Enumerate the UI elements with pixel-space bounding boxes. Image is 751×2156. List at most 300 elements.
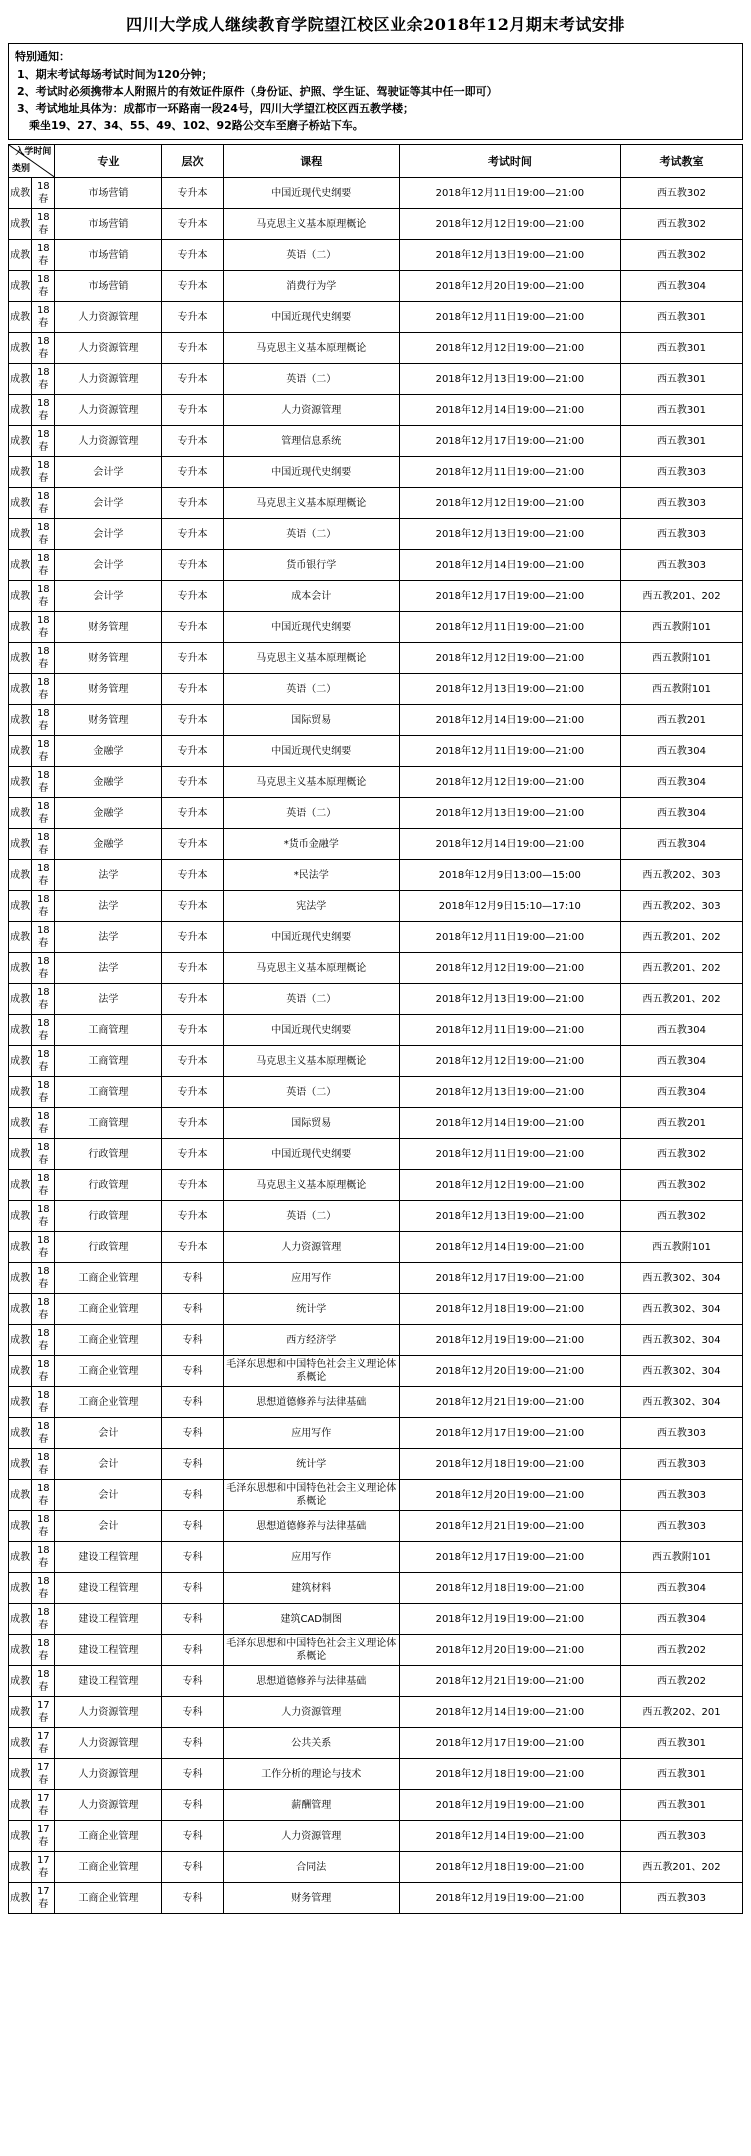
cell-level: 专科	[162, 1573, 224, 1604]
cell-exam-time: 2018年12月19日19:00—21:00	[399, 1883, 620, 1914]
cell-category: 成教	[9, 1604, 32, 1635]
cell-enroll-time: 18春	[32, 178, 55, 209]
cell-category: 成教	[9, 1697, 32, 1728]
cell-course: 思想道德修养与法律基础	[223, 1511, 399, 1542]
cell-major: 法学	[55, 922, 162, 953]
cell-enroll-time: 18春	[32, 1511, 55, 1542]
table-row	[9, 674, 743, 705]
table-row	[9, 1046, 743, 1077]
cell-category: 成教	[9, 1821, 32, 1852]
cell-exam-time: 2018年12月17日19:00—21:00	[399, 1542, 620, 1573]
cell-classroom: 西五教304	[620, 736, 742, 767]
cell-level: 专升本	[162, 240, 224, 271]
cell-exam-time: 2018年12月19日19:00—21:00	[399, 1604, 620, 1635]
cell-enroll-time: 17春	[32, 1697, 55, 1728]
cell-exam-time: 2018年12月11日19:00—21:00	[399, 612, 620, 643]
cell-exam-time: 2018年12月14日19:00—21:00	[399, 550, 620, 581]
cell-exam-time: 2018年12月21日19:00—21:00	[399, 1387, 620, 1418]
cell-major: 工商管理	[55, 1046, 162, 1077]
cell-classroom: 西五教301	[620, 1759, 742, 1790]
table-row	[9, 209, 743, 240]
cell-exam-time: 2018年12月14日19:00—21:00	[399, 1108, 620, 1139]
cell-major: 人力资源管理	[55, 302, 162, 333]
table-row	[9, 1697, 743, 1728]
cell-classroom: 西五教301	[620, 395, 742, 426]
cell-major: 市场营销	[55, 209, 162, 240]
cell-exam-time: 2018年12月11日19:00—21:00	[399, 302, 620, 333]
cell-exam-time: 2018年12月20日19:00—21:00	[399, 271, 620, 302]
cell-classroom: 西五教301	[620, 1790, 742, 1821]
table-row	[9, 767, 743, 798]
table-row	[9, 1139, 743, 1170]
cell-enroll-time: 18春	[32, 674, 55, 705]
cell-major: 建设工程管理	[55, 1635, 162, 1666]
table-row	[9, 798, 743, 829]
table-row	[9, 333, 743, 364]
cell-major: 会计学	[55, 519, 162, 550]
cell-course: 统计学	[223, 1449, 399, 1480]
cell-category: 成教	[9, 891, 32, 922]
cell-exam-time: 2018年12月18日19:00—21:00	[399, 1852, 620, 1883]
cell-course: 英语（二）	[223, 674, 399, 705]
cell-course: 中国近现代史纲要	[223, 178, 399, 209]
table-row	[9, 922, 743, 953]
cell-classroom: 西五教303	[620, 1449, 742, 1480]
cell-level: 专科	[162, 1635, 224, 1666]
table-row	[9, 1480, 743, 1511]
cell-classroom: 西五教202	[620, 1666, 742, 1697]
table-row	[9, 860, 743, 891]
cell-enroll-time: 17春	[32, 1821, 55, 1852]
cell-level: 专升本	[162, 1015, 224, 1046]
cell-exam-time: 2018年12月18日19:00—21:00	[399, 1449, 620, 1480]
cell-category: 成教	[9, 1542, 32, 1573]
cell-course: *货币金融学	[223, 829, 399, 860]
cell-category: 成教	[9, 271, 32, 302]
cell-level: 专升本	[162, 178, 224, 209]
table-row	[9, 1263, 743, 1294]
table-row	[9, 240, 743, 271]
cell-course: 管理信息系统	[223, 426, 399, 457]
cell-level: 专升本	[162, 1170, 224, 1201]
table-row	[9, 1356, 743, 1387]
notice-line-3: 3、考试地址具体为：成都市一环路南一段24号，四川大学望江校区西五教学楼；	[17, 102, 414, 115]
cell-category: 成教	[9, 1635, 32, 1666]
table-row	[9, 271, 743, 302]
cell-classroom: 西五教201	[620, 1108, 742, 1139]
table-row	[9, 1325, 743, 1356]
cell-level: 专升本	[162, 550, 224, 581]
cell-classroom: 西五教202	[620, 1635, 742, 1666]
cell-exam-time: 2018年12月13日19:00—21:00	[399, 519, 620, 550]
cell-classroom: 西五教304	[620, 829, 742, 860]
cell-major: 金融学	[55, 767, 162, 798]
cell-category: 成教	[9, 1573, 32, 1604]
cell-exam-time: 2018年12月13日19:00—21:00	[399, 798, 620, 829]
cell-level: 专升本	[162, 1139, 224, 1170]
exam-schedule-table	[8, 144, 743, 1914]
cell-major: 工商管理	[55, 1015, 162, 1046]
cell-enroll-time: 18春	[32, 953, 55, 984]
cell-category: 成教	[9, 1170, 32, 1201]
cell-level: 专升本	[162, 488, 224, 519]
cell-category: 成教	[9, 612, 32, 643]
cell-enroll-time: 18春	[32, 767, 55, 798]
cell-classroom: 西五教201、202	[620, 984, 742, 1015]
cell-exam-time: 2018年12月13日19:00—21:00	[399, 240, 620, 271]
cell-course: 英语（二）	[223, 798, 399, 829]
table-row	[9, 581, 743, 612]
cell-exam-time: 2018年12月19日19:00—21:00	[399, 1325, 620, 1356]
cell-course: 成本会计	[223, 581, 399, 612]
cell-category: 成教	[9, 302, 32, 333]
cell-course: 西方经济学	[223, 1325, 399, 1356]
cell-classroom: 西五教302	[620, 1170, 742, 1201]
cell-category: 成教	[9, 705, 32, 736]
table-row	[9, 395, 743, 426]
cell-classroom: 西五教303	[620, 1883, 742, 1914]
cell-category: 成教	[9, 953, 32, 984]
cell-level: 专科	[162, 1294, 224, 1325]
cell-enroll-time: 18春	[32, 1015, 55, 1046]
cell-major: 工商企业管理	[55, 1821, 162, 1852]
cell-classroom: 西五教304	[620, 767, 742, 798]
cell-major: 财务管理	[55, 643, 162, 674]
cell-level: 专升本	[162, 426, 224, 457]
cell-major: 财务管理	[55, 612, 162, 643]
table-row	[9, 550, 743, 581]
cell-enroll-time: 18春	[32, 1263, 55, 1294]
cell-enroll-time: 18春	[32, 922, 55, 953]
cell-exam-time: 2018年12月17日19:00—21:00	[399, 1418, 620, 1449]
cell-enroll-time: 18春	[32, 1232, 55, 1263]
cell-enroll-time: 18春	[32, 240, 55, 271]
cell-course: 英语（二）	[223, 364, 399, 395]
cell-exam-time: 2018年12月11日19:00—21:00	[399, 457, 620, 488]
cell-enroll-time: 18春	[32, 1201, 55, 1232]
cell-level: 专科	[162, 1852, 224, 1883]
cell-classroom: 西五教303	[620, 1511, 742, 1542]
cell-course: 货币银行学	[223, 550, 399, 581]
page-title: 四川大学成人继续教育学院望江校区业余2018年12月期末考试安排	[126, 15, 625, 34]
cell-exam-time: 2018年12月13日19:00—21:00	[399, 1201, 620, 1232]
cell-major: 会计学	[55, 581, 162, 612]
cell-course: 马克思主义基本原理概论	[223, 1170, 399, 1201]
cell-level: 专升本	[162, 1201, 224, 1232]
cell-exam-time: 2018年12月14日19:00—21:00	[399, 1697, 620, 1728]
cell-level: 专升本	[162, 271, 224, 302]
cell-level: 专升本	[162, 798, 224, 829]
cell-category: 成教	[9, 519, 32, 550]
table-row	[9, 1883, 743, 1914]
cell-level: 专升本	[162, 1046, 224, 1077]
cell-level: 专升本	[162, 674, 224, 705]
cell-major: 法学	[55, 984, 162, 1015]
cell-major: 行政管理	[55, 1201, 162, 1232]
cell-major: 财务管理	[55, 674, 162, 705]
cell-classroom: 西五教附101	[620, 1232, 742, 1263]
cell-category: 成教	[9, 829, 32, 860]
cell-exam-time: 2018年12月12日19:00—21:00	[399, 643, 620, 674]
header-category-time	[9, 145, 55, 178]
cell-level: 专升本	[162, 519, 224, 550]
cell-major: 市场营销	[55, 271, 162, 302]
cell-level: 专升本	[162, 984, 224, 1015]
table-row	[9, 612, 743, 643]
cell-major: 法学	[55, 891, 162, 922]
cell-level: 专科	[162, 1821, 224, 1852]
cell-enroll-time: 18春	[32, 1604, 55, 1635]
cell-course: 公共关系	[223, 1728, 399, 1759]
cell-category: 成教	[9, 550, 32, 581]
cell-enroll-time: 18春	[32, 1139, 55, 1170]
cell-enroll-time: 18春	[32, 550, 55, 581]
cell-major: 建设工程管理	[55, 1604, 162, 1635]
cell-classroom: 西五教301	[620, 1728, 742, 1759]
cell-classroom: 西五教303	[620, 488, 742, 519]
cell-classroom: 西五教302、304	[620, 1263, 742, 1294]
cell-course: 人力资源管理	[223, 395, 399, 426]
cell-level: 专升本	[162, 302, 224, 333]
cell-exam-time: 2018年12月14日19:00—21:00	[399, 395, 620, 426]
cell-course: 应用写作	[223, 1542, 399, 1573]
cell-classroom: 西五教302	[620, 240, 742, 271]
cell-enroll-time: 18春	[32, 736, 55, 767]
cell-category: 成教	[9, 1325, 32, 1356]
table-row	[9, 1418, 743, 1449]
cell-category: 成教	[9, 1511, 32, 1542]
cell-course: 消费行为学	[223, 271, 399, 302]
cell-major: 人力资源管理	[55, 1790, 162, 1821]
cell-exam-time: 2018年12月17日19:00—21:00	[399, 1263, 620, 1294]
cell-classroom: 西五教302、304	[620, 1294, 742, 1325]
cell-enroll-time: 18春	[32, 1387, 55, 1418]
cell-classroom: 西五教301	[620, 333, 742, 364]
cell-major: 市场营销	[55, 240, 162, 271]
cell-enroll-time: 18春	[32, 333, 55, 364]
cell-category: 成教	[9, 457, 32, 488]
cell-classroom: 西五教303	[620, 457, 742, 488]
cell-major: 人力资源管理	[55, 364, 162, 395]
cell-course: 应用写作	[223, 1263, 399, 1294]
cell-category: 成教	[9, 1449, 32, 1480]
cell-category: 成教	[9, 736, 32, 767]
notice-line-4: 乘坐19、27、34、55、49、102、92路公交车至磨子桥站下车。	[29, 119, 364, 132]
table-row	[9, 1728, 743, 1759]
cell-classroom: 西五教304	[620, 1046, 742, 1077]
cell-enroll-time: 18春	[32, 1170, 55, 1201]
cell-exam-time: 2018年12月17日19:00—21:00	[399, 581, 620, 612]
cell-enroll-time: 18春	[32, 798, 55, 829]
cell-major: 工商企业管理	[55, 1356, 162, 1387]
cell-category: 成教	[9, 1077, 32, 1108]
cell-enroll-time: 18春	[32, 1294, 55, 1325]
cell-enroll-time: 18春	[32, 1077, 55, 1108]
cell-level: 专科	[162, 1325, 224, 1356]
cell-course: 毛泽东思想和中国特色社会主义理论体系概论	[223, 1480, 399, 1511]
cell-course: *民法学	[223, 860, 399, 891]
cell-course: 马克思主义基本原理概论	[223, 953, 399, 984]
cell-classroom: 西五教202、303	[620, 860, 742, 891]
cell-level: 专升本	[162, 891, 224, 922]
table-row	[9, 1108, 743, 1139]
cell-level: 专科	[162, 1697, 224, 1728]
cell-classroom: 西五教202、201	[620, 1697, 742, 1728]
cell-course: 中国近现代史纲要	[223, 302, 399, 333]
cell-enroll-time: 17春	[32, 1883, 55, 1914]
cell-classroom: 西五教304	[620, 1077, 742, 1108]
cell-course: 毛泽东思想和中国特色社会主义理论体系概论	[223, 1356, 399, 1387]
cell-enroll-time: 18春	[32, 705, 55, 736]
cell-exam-time: 2018年12月14日19:00—21:00	[399, 1821, 620, 1852]
cell-enroll-time: 18春	[32, 1418, 55, 1449]
cell-level: 专升本	[162, 922, 224, 953]
cell-classroom: 西五教301	[620, 302, 742, 333]
cell-category: 成教	[9, 1666, 32, 1697]
table-body	[9, 178, 743, 1914]
cell-exam-time: 2018年12月21日19:00—21:00	[399, 1666, 620, 1697]
table-row	[9, 519, 743, 550]
table-row	[9, 1232, 743, 1263]
cell-major: 会计学	[55, 488, 162, 519]
cell-category: 成教	[9, 1139, 32, 1170]
cell-category: 成教	[9, 1418, 32, 1449]
cell-category: 成教	[9, 674, 32, 705]
cell-exam-time: 2018年12月11日19:00—21:00	[399, 1139, 620, 1170]
table-row	[9, 1077, 743, 1108]
cell-category: 成教	[9, 1790, 32, 1821]
cell-exam-time: 2018年12月14日19:00—21:00	[399, 829, 620, 860]
cell-course: 毛泽东思想和中国特色社会主义理论体系概论	[223, 1635, 399, 1666]
cell-classroom: 西五教304	[620, 1015, 742, 1046]
table-row	[9, 1759, 743, 1790]
notice-box	[8, 43, 743, 140]
cell-category: 成教	[9, 1046, 32, 1077]
notice-title: 特别通知：	[15, 50, 70, 63]
cell-major: 人力资源管理	[55, 1728, 162, 1759]
table-row	[9, 1449, 743, 1480]
cell-exam-time: 2018年12月21日19:00—21:00	[399, 1511, 620, 1542]
cell-enroll-time: 18春	[32, 426, 55, 457]
cell-course: 马克思主义基本原理概论	[223, 209, 399, 240]
cell-category: 成教	[9, 364, 32, 395]
cell-major: 建设工程管理	[55, 1573, 162, 1604]
cell-classroom: 西五教304	[620, 1573, 742, 1604]
cell-major: 人力资源管理	[55, 1697, 162, 1728]
table-row	[9, 364, 743, 395]
table-row	[9, 1604, 743, 1635]
cell-enroll-time: 18春	[32, 1325, 55, 1356]
cell-level: 专升本	[162, 1077, 224, 1108]
cell-level: 专升本	[162, 333, 224, 364]
cell-classroom: 西五教201、202	[620, 922, 742, 953]
cell-exam-time: 2018年12月12日19:00—21:00	[399, 209, 620, 240]
cell-major: 金融学	[55, 829, 162, 860]
cell-course: 思想道德修养与法律基础	[223, 1387, 399, 1418]
cell-exam-time: 2018年12月13日19:00—21:00	[399, 674, 620, 705]
cell-course: 建筑CAD制图	[223, 1604, 399, 1635]
table-row	[9, 1635, 743, 1666]
cell-exam-time: 2018年12月12日19:00—21:00	[399, 1170, 620, 1201]
cell-classroom: 西五教301	[620, 364, 742, 395]
cell-major: 市场营销	[55, 178, 162, 209]
table-row	[9, 1294, 743, 1325]
cell-level: 专升本	[162, 457, 224, 488]
header-classroom: 考试教室	[620, 145, 742, 178]
cell-course: 工作分析的理论与技术	[223, 1759, 399, 1790]
table-row	[9, 984, 743, 1015]
cell-course: 马克思主义基本原理概论	[223, 643, 399, 674]
cell-enroll-time: 18春	[32, 1356, 55, 1387]
cell-enroll-time: 18春	[32, 891, 55, 922]
table-row	[9, 1821, 743, 1852]
cell-enroll-time: 18春	[32, 1108, 55, 1139]
cell-major: 建设工程管理	[55, 1542, 162, 1573]
cell-category: 成教	[9, 395, 32, 426]
cell-major: 会计	[55, 1418, 162, 1449]
table-header-row	[9, 145, 743, 178]
cell-category: 成教	[9, 1728, 32, 1759]
table-row	[9, 736, 743, 767]
cell-exam-time: 2018年12月13日19:00—21:00	[399, 364, 620, 395]
table-row	[9, 488, 743, 519]
cell-exam-time: 2018年12月18日19:00—21:00	[399, 1294, 620, 1325]
cell-major: 会计学	[55, 550, 162, 581]
cell-enroll-time: 17春	[32, 1759, 55, 1790]
cell-category: 成教	[9, 1015, 32, 1046]
cell-level: 专升本	[162, 736, 224, 767]
cell-classroom: 西五教302	[620, 1201, 742, 1232]
cell-level: 专升本	[162, 860, 224, 891]
cell-level: 专升本	[162, 953, 224, 984]
cell-exam-time: 2018年12月12日19:00—21:00	[399, 1046, 620, 1077]
cell-level: 专升本	[162, 705, 224, 736]
cell-major: 法学	[55, 953, 162, 984]
cell-exam-time: 2018年12月13日19:00—21:00	[399, 1077, 620, 1108]
cell-course: 中国近现代史纲要	[223, 457, 399, 488]
cell-classroom: 西五教303	[620, 1821, 742, 1852]
cell-enroll-time: 18春	[32, 984, 55, 1015]
cell-level: 专科	[162, 1263, 224, 1294]
cell-classroom: 西五教201、202	[620, 581, 742, 612]
cell-exam-time: 2018年12月14日19:00—21:00	[399, 1232, 620, 1263]
table-row	[9, 178, 743, 209]
cell-category: 成教	[9, 178, 32, 209]
table-row	[9, 643, 743, 674]
cell-course: 英语（二）	[223, 240, 399, 271]
header-exam-time: 考试时间	[399, 145, 620, 178]
cell-classroom: 西五教附101	[620, 612, 742, 643]
cell-course: 中国近现代史纲要	[223, 922, 399, 953]
cell-category: 成教	[9, 1201, 32, 1232]
cell-level: 专升本	[162, 364, 224, 395]
cell-course: 中国近现代史纲要	[223, 736, 399, 767]
cell-major: 工商企业管理	[55, 1883, 162, 1914]
cell-enroll-time: 18春	[32, 860, 55, 891]
cell-category: 成教	[9, 1480, 32, 1511]
cell-level: 专科	[162, 1356, 224, 1387]
cell-level: 专科	[162, 1480, 224, 1511]
cell-course: 人力资源管理	[223, 1697, 399, 1728]
cell-category: 成教	[9, 333, 32, 364]
cell-course: 中国近现代史纲要	[223, 1139, 399, 1170]
cell-course: 中国近现代史纲要	[223, 612, 399, 643]
table-row	[9, 891, 743, 922]
cell-exam-time: 2018年12月11日19:00—21:00	[399, 736, 620, 767]
cell-major: 金融学	[55, 736, 162, 767]
cell-enroll-time: 17春	[32, 1852, 55, 1883]
cell-category: 成教	[9, 1263, 32, 1294]
